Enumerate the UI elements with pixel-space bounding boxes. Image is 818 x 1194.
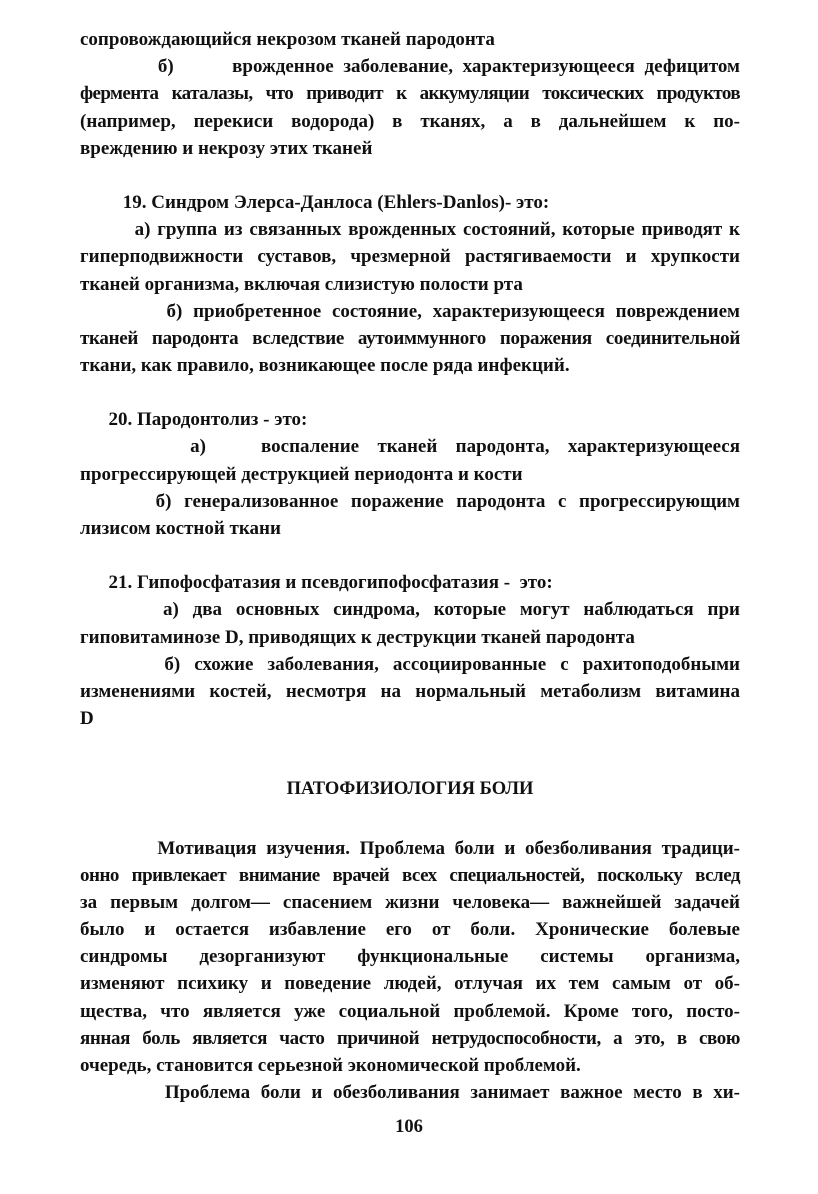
text-line: изменениями костей, несмотря на нормальный метаболизм витамина xyxy=(80,680,740,702)
text-line: (например, перекиси водорода) в тканях, а в дальнейшем к по- xyxy=(80,110,740,132)
question-21 xyxy=(80,569,740,732)
question-20 xyxy=(80,406,740,542)
text-line: гиперподвижности суставов, чрезмерной растягиваемости и хрупкости xyxy=(80,246,740,268)
text-line: Проблема боли и обезболивания занимает важное место в хи- xyxy=(80,1082,740,1104)
text-line: за первым долгом— спасением жизни человека— важнейшей задачей xyxy=(80,891,740,913)
text-line: б) врожденное заболевание, характеризующееся дефицитом xyxy=(80,56,740,78)
text-line: тканей пародонта вследствие аутоиммунного поражения соединительной xyxy=(80,327,740,349)
text-line: тканей организма, включая слизистую полости рта xyxy=(80,273,523,295)
text-line: изменяют психику и поведение людей, отлучая их тем самым от об- xyxy=(80,973,740,995)
section-heading: ПАТОФИЗИОЛОГИЯ БОЛИ xyxy=(286,779,534,800)
question-title: 20. Пародонтолиз - это: xyxy=(80,409,308,431)
text-line: а) группа из связанных врожденных состояний, которые приводят к xyxy=(80,219,740,241)
answer-continuation xyxy=(80,26,740,162)
question-19 xyxy=(80,189,740,379)
text-line: щества, что является уже социальной проблемой. Кроме того, посто- xyxy=(80,1000,740,1022)
text-line: б) генерализованное поражение пародонта с прогрессирующим xyxy=(80,490,740,512)
text-line: сопровождающийся некрозом тканей пародонта xyxy=(80,29,495,50)
text-line: было и остается избавление его от боли. Хронические болевые xyxy=(80,919,740,941)
text-line: а) два основных синдрома, которые могут наблюдаться при xyxy=(80,599,740,621)
text-line: гиповитаминозе D, приводящих к деструкции тканей пародонта xyxy=(80,626,635,648)
section-text xyxy=(80,835,740,1107)
text-line: синдромы дезорганизуют функциональные системы организма, xyxy=(80,946,740,968)
text-line: янная боль является часто причиной нетрудоспособности, а это, в свою xyxy=(80,1027,740,1049)
text-line: б) схожие заболевания, ассоциированные с рахитоподобными xyxy=(80,653,740,675)
text-line: Мотивация изучения. Проблема боли и обезболивания традици- xyxy=(80,837,740,859)
text-line: фермента каталазы, что приводит к аккумуляции токсических продуктов xyxy=(80,83,740,105)
text-line: D xyxy=(80,708,94,730)
text-line: ткани, как правило, возникающее после ряда инфекций. xyxy=(80,355,570,377)
text-line: вреждению и некрозу этих тканей xyxy=(80,137,373,159)
page-body xyxy=(80,26,740,1106)
page-number: 106 xyxy=(395,1117,423,1137)
text-line: б) приобретенное состояние, характеризующееся повреждением xyxy=(80,300,740,322)
text-line: лизисом костной ткани xyxy=(80,518,281,539)
question-title: 21. Гипофосфатазия и псевдогипофосфатазия - это: xyxy=(80,572,553,594)
question-title: 19. Синдром Элерса-Данлоса (Ehlers-Danlos)- это: xyxy=(80,191,550,213)
text-line: а) воспаление тканей пародонта, характеризующееся xyxy=(80,436,740,458)
text-line: очередь, становится серьезной экономической проблемой. xyxy=(80,1055,581,1076)
text-line: онно привлекает внимание врачей всех специальностей, поскольку вслед xyxy=(80,864,740,886)
text-line: прогрессирующей деструкцией периодонта и кости xyxy=(80,463,523,485)
